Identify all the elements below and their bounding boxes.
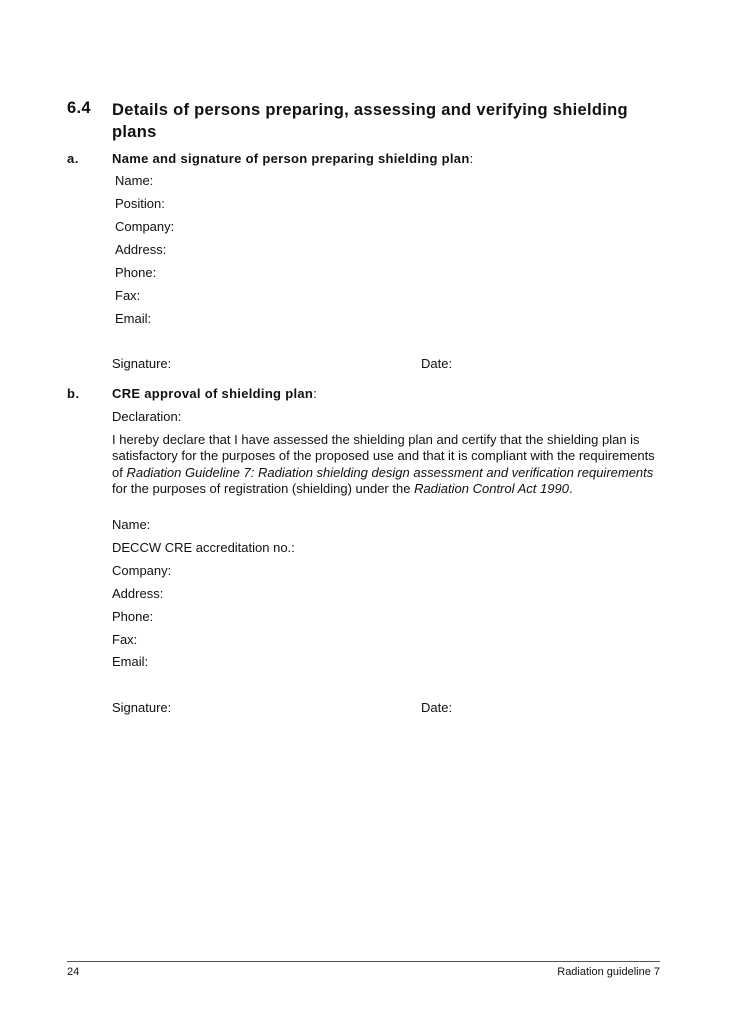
part-a-title: Name and signature of person preparing shielding plan [112,151,470,166]
part-b-name-label: Name: [112,517,151,532]
part-a-company-label: Company: [115,219,175,234]
part-a-email-label: Email: [115,311,152,326]
page-number: 24 [67,966,80,978]
part-b-email-label: Email: [112,654,149,669]
part-a-letter: a. [67,151,79,166]
declaration-part-2: for the purposes of registration (shielding) under the [112,480,415,496]
part-a-colon: : [469,151,474,166]
part-a-fax-label: Fax: [115,288,141,303]
footer-doc-title: Radiation guideline 7 [557,966,660,978]
part-a-date-label: Date: [421,356,453,371]
part-a-signature-label: Signature: [112,356,172,371]
part-a-address-label: Address: [115,242,167,257]
part-b-phone-label: Phone: [112,609,154,624]
part-b-colon: : [313,386,317,401]
part-b-accreditation-label: DECCW CRE accreditation no.: [112,540,295,555]
declaration-text [112,432,657,497]
part-b-title: CRE approval of shielding plan [112,386,314,401]
part-b-address-label: Address: [112,586,164,601]
declaration-label: Declaration: [112,409,182,424]
part-a-name-label: Name: [115,173,154,188]
part-b-date-label: Date: [421,700,453,715]
declaration-part-1: I hereby declare that I have assessed the shielding plan and certify that the shielding plan is satisfactory for the purposes of the proposed use and that it is compliant with the requirements of [112,432,655,480]
declaration-act-title: Radiation Control Act 1990 [414,480,569,496]
section-number: 6.4 [67,99,91,117]
part-a-position-label: Position: [115,196,165,211]
declaration-guideline-title: Radiation Guideline 7: Radiation shielding design assessment and verification requirements [126,464,654,480]
declaration-part-3: . [568,480,573,496]
part-a-heading [112,151,473,166]
part-b-fax-label: Fax: [112,632,138,647]
part-b-letter: b. [67,386,80,401]
footer-divider [67,961,660,962]
part-b-heading [112,386,317,401]
section-title: Details of persons preparing, assessing and verifying shielding plans [112,101,628,141]
part-b-signature-label: Signature: [112,700,172,715]
part-a-phone-label: Phone: [115,265,157,280]
part-b-company-label: Company: [112,563,172,578]
